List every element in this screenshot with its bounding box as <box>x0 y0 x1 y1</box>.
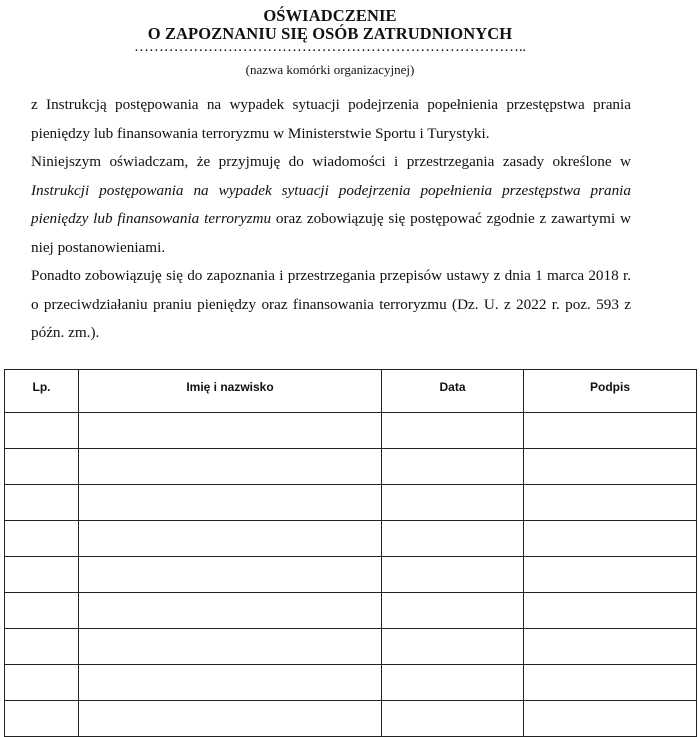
paragraph-obligation: Ponadto zobowiązuję się do zapoznania i przestrzegania przepisów ustawy z dnia 1 marca 2018 r. o przeciwdziałaniu praniu pieniędzy oraz finansowania terroryzmu (Dz. U. z 2022 r. poz. 593 z późn. zm.). <box>31 267 631 341</box>
cell-lp[interactable] <box>5 701 79 737</box>
table-row <box>5 485 697 521</box>
table-row <box>5 701 697 737</box>
paragraph-instruction: z Instrukcją postępowania na wypadek sytuacji podejrzenia popełnienia przestępstwa prania pieniędzy lub finansowania terroryzmu w Ministerstwie Sportu i Turystyki. <box>31 96 631 142</box>
cell-signature[interactable] <box>524 557 697 593</box>
cell-date[interactable] <box>382 665 524 701</box>
signature-table <box>4 369 697 737</box>
cell-signature[interactable] <box>524 485 697 521</box>
document-title: OŚWIADCZENIE <box>263 6 397 25</box>
cell-lp[interactable] <box>5 557 79 593</box>
cell-date[interactable] <box>382 701 524 737</box>
document-subtitle: O ZAPOZNANIU SIĘ OSÓB ZATRUDNIONYCH <box>147 24 513 43</box>
table-row <box>5 521 697 557</box>
cell-name[interactable] <box>79 701 382 737</box>
table-row <box>5 629 697 665</box>
table-row <box>5 449 697 485</box>
column-header-lp: Lp. <box>5 370 79 413</box>
paragraph-declaration <box>31 148 631 262</box>
cell-date[interactable] <box>382 485 524 521</box>
cell-name[interactable] <box>79 449 382 485</box>
table-row <box>5 413 697 449</box>
cell-name[interactable] <box>79 413 382 449</box>
cell-lp[interactable] <box>5 449 79 485</box>
cell-signature[interactable] <box>524 701 697 737</box>
cell-lp[interactable] <box>5 629 79 665</box>
cell-lp[interactable] <box>5 593 79 629</box>
cell-date[interactable] <box>382 557 524 593</box>
cell-signature[interactable] <box>524 629 697 665</box>
cell-date[interactable] <box>382 521 524 557</box>
unit-name-placeholder-line[interactable]: …………………………………………………………………….. <box>134 39 526 55</box>
cell-signature[interactable] <box>524 593 697 629</box>
cell-lp[interactable] <box>5 485 79 521</box>
cell-lp[interactable] <box>5 521 79 557</box>
cell-lp[interactable] <box>5 665 79 701</box>
cell-signature[interactable] <box>524 521 697 557</box>
cell-date[interactable] <box>382 629 524 665</box>
cell-signature[interactable] <box>524 413 697 449</box>
column-header-signature: Podpis <box>524 370 697 413</box>
paragraph-declaration-end: oraz zobowiązuję się postępować zgodnie z zawartymi w niej postanowieniami. <box>31 210 631 256</box>
cell-name[interactable] <box>79 665 382 701</box>
table-header-row <box>5 370 697 413</box>
cell-name[interactable] <box>79 557 382 593</box>
table-row <box>5 593 697 629</box>
unit-name-caption: (nazwa komórki organizacyjnej) <box>245 62 415 77</box>
cell-date[interactable] <box>382 449 524 485</box>
column-header-name: Imię i nazwisko <box>79 370 382 413</box>
cell-lp[interactable] <box>5 413 79 449</box>
cell-signature[interactable] <box>524 665 697 701</box>
table-row <box>5 665 697 701</box>
column-header-date: Data <box>382 370 524 413</box>
cell-name[interactable] <box>79 629 382 665</box>
table-body <box>5 413 697 737</box>
paragraph-declaration-start: Niniejszym oświadczam, że przyjmuję do wiadomości i przestrzegania zasady określone w <box>31 153 631 170</box>
table-row <box>5 557 697 593</box>
cell-name[interactable] <box>79 593 382 629</box>
cell-date[interactable] <box>382 413 524 449</box>
cell-date[interactable] <box>382 593 524 629</box>
cell-name[interactable] <box>79 485 382 521</box>
cell-signature[interactable] <box>524 449 697 485</box>
declaration-body <box>31 91 631 348</box>
cell-name[interactable] <box>79 521 382 557</box>
instruction-title-italic: Instrukcji postępowania na wypadek sytuacji podejrzenia popełnienia przestępstwa prania pieniędzy lub finansowania terroryzmu <box>31 181 631 227</box>
